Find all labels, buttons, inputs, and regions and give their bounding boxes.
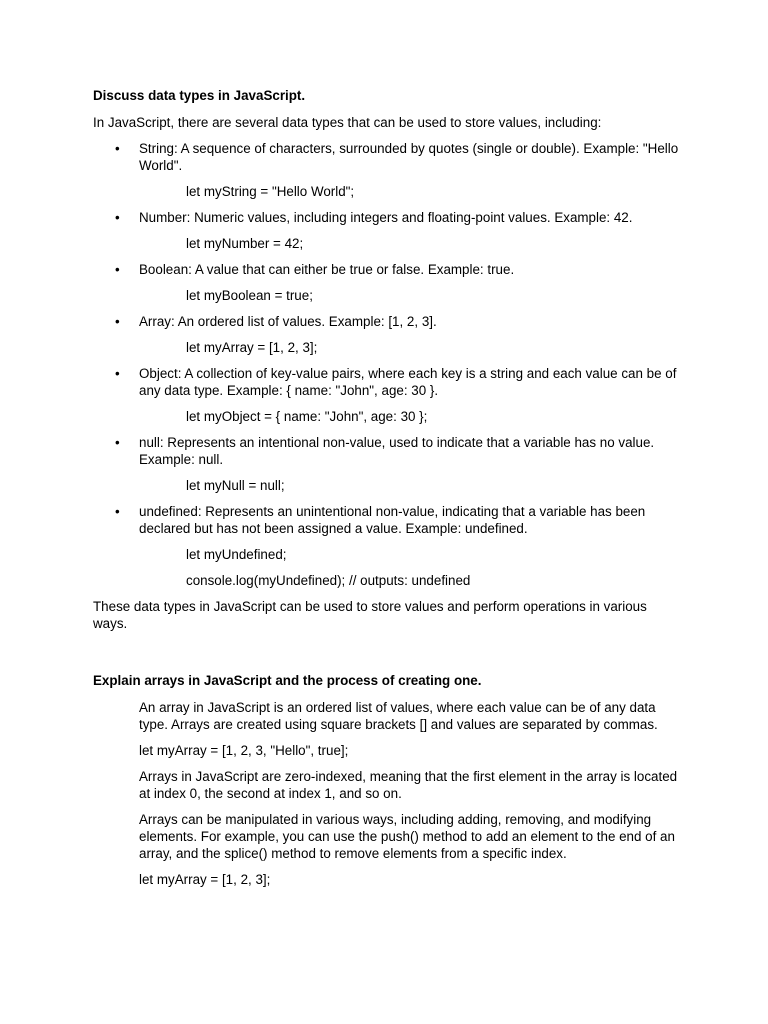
- list-item-text: null: Represents an intentional non-value, used to indicate that a variable has no value. Example: null.: [139, 435, 655, 467]
- list-item-array: [93, 313, 683, 330]
- bullet-icon: •: [115, 314, 120, 329]
- list-item-text: Object: A collection of key-value pairs, where each key is a string and each value can be of any data type. Example: { name: "John", age: 30 }.: [139, 366, 677, 398]
- list-item-number: [93, 209, 683, 226]
- section1-intro: In JavaScript, there are several data types that can be used to store values, including:: [93, 115, 602, 130]
- code-line: console.log(myUndefined); // outputs: undefined: [186, 573, 471, 588]
- code-line: let myNumber = 42;: [186, 236, 304, 251]
- section1-closing: These data types in JavaScript can be used to store values and perform operations in various ways.: [93, 599, 647, 631]
- code-line: let myObject = { name: "John", age: 30 };: [186, 409, 428, 424]
- list-item-text: Boolean: A value that can either be true or false. Example: true.: [139, 262, 515, 277]
- bullet-icon: •: [115, 141, 120, 156]
- code-line: let myUndefined;: [186, 547, 287, 562]
- bullet-icon: •: [115, 210, 120, 225]
- list-item-null: [93, 434, 683, 468]
- list-item-boolean: [93, 261, 683, 278]
- list-item-object: [93, 365, 683, 399]
- document-page: [93, 87, 683, 897]
- section2-code2: let myArray = [1, 2, 3];: [139, 872, 271, 887]
- list-item-text: Number: Numeric values, including integers and floating-point values. Example: 42.: [139, 210, 633, 225]
- bullet-icon: •: [115, 262, 120, 277]
- list-item-text: undefined: Represents an unintentional non-value, indicating that a variable has been declared but has not been assigned a value. Example: undefined.: [139, 504, 646, 536]
- code-line: let myBoolean = true;: [186, 288, 313, 303]
- data-types-list: [93, 140, 683, 589]
- bullet-icon: •: [115, 366, 120, 381]
- section2-code1: let myArray = [1, 2, 3, "Hello", true];: [139, 743, 349, 758]
- list-item-undefined: [93, 503, 683, 537]
- list-item-text: Array: An ordered list of values. Example: [1, 2, 3].: [139, 314, 437, 329]
- list-item-string: [93, 140, 683, 174]
- bullet-icon: •: [115, 504, 120, 519]
- code-line: let myNull = null;: [186, 478, 285, 493]
- section2-para3: Arrays can be manipulated in various ways, including adding, removing, and modifying elements. For example, you can use the push() method to add an element to the end of an array, and the splice() method to remove elements from a specific index.: [139, 812, 675, 861]
- section2-para2: Arrays in JavaScript are zero-indexed, meaning that the first element in the array is located at index 0, the second at index 1, and so on.: [139, 769, 678, 801]
- section2-heading: Explain arrays in JavaScript and the process of creating one.: [93, 673, 482, 688]
- bullet-icon: •: [115, 435, 120, 450]
- code-line: let myArray = [1, 2, 3];: [186, 340, 318, 355]
- list-item-text: String: A sequence of characters, surrounded by quotes (single or double). Example: "Hello World".: [139, 141, 679, 173]
- section2-para1: An array in JavaScript is an ordered list of values, where each value can be of any data type. Arrays are created using square brackets [] and values are separated by commas.: [139, 700, 658, 732]
- section1-heading: Discuss data types in JavaScript.: [93, 88, 306, 103]
- code-line: let myString = "Hello World";: [186, 184, 355, 199]
